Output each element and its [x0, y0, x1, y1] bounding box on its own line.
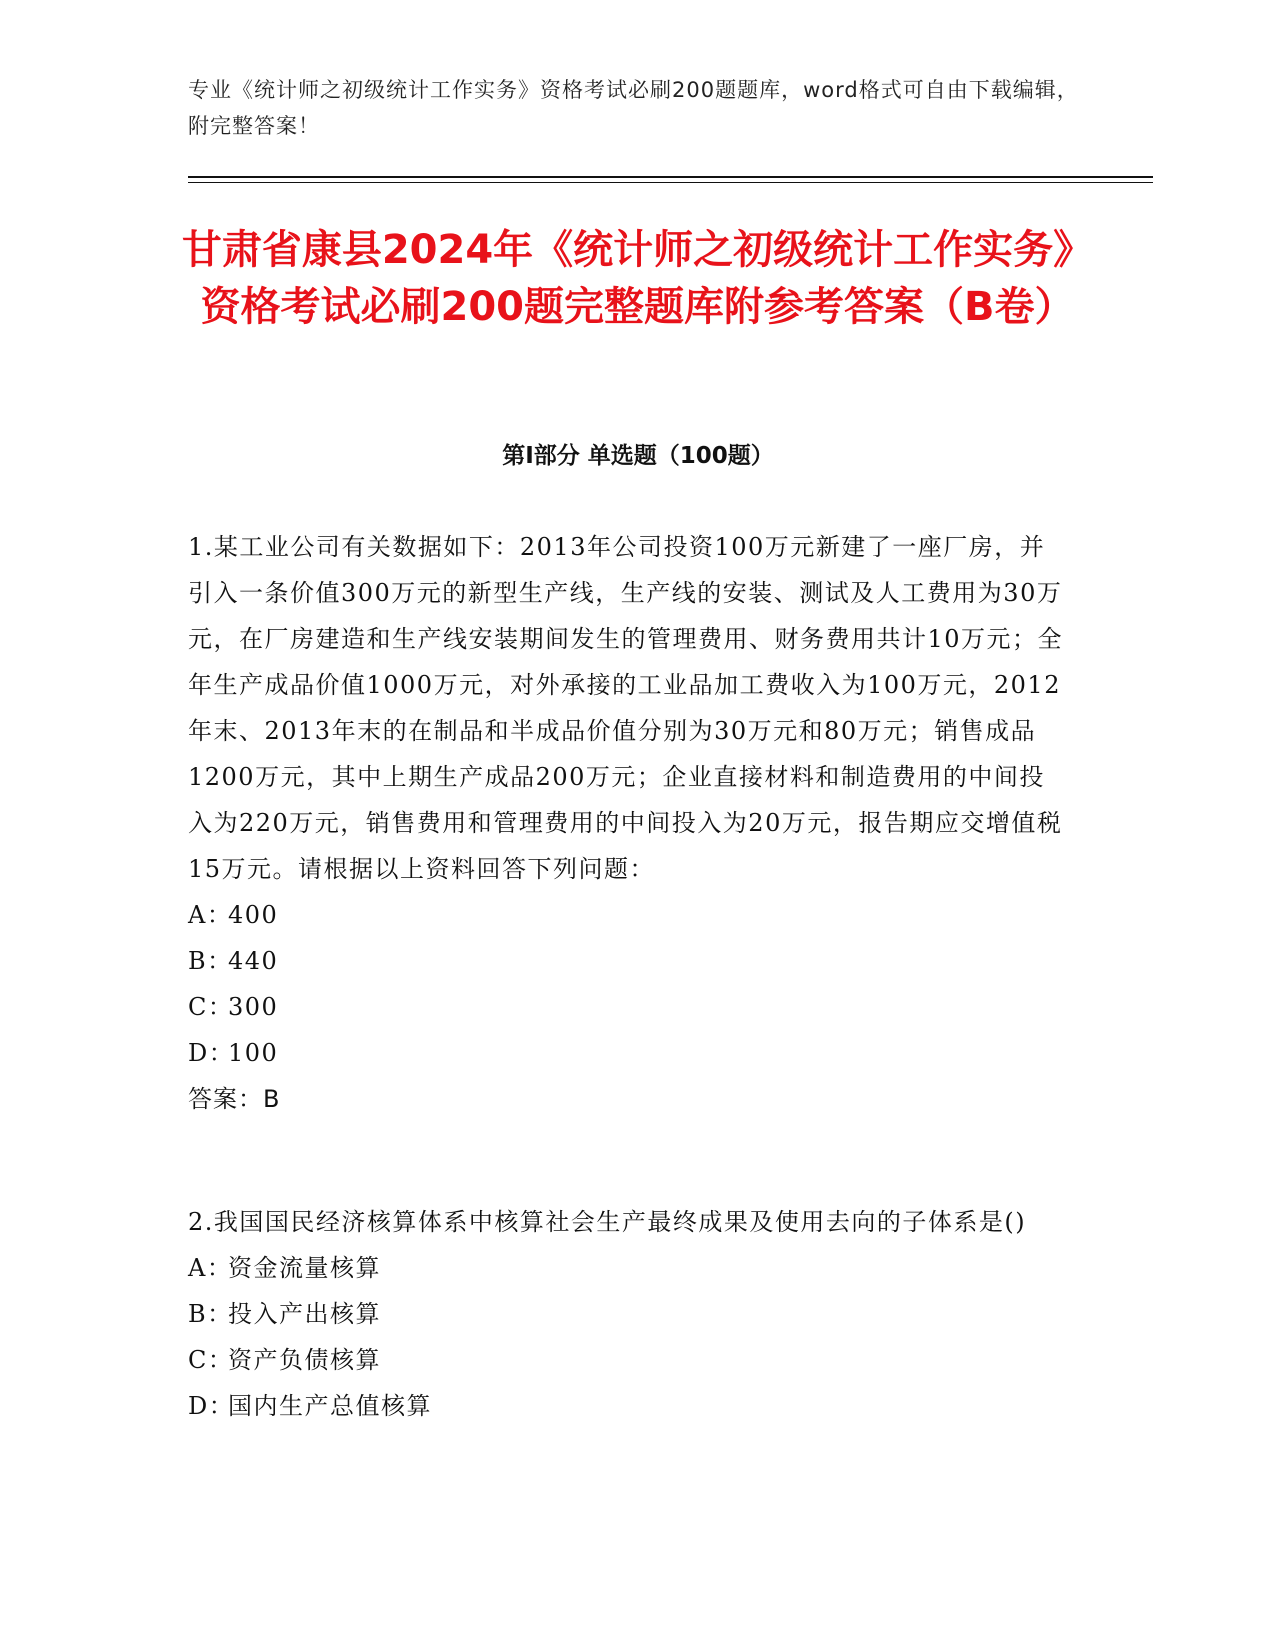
section-heading: 第Ⅰ部分 单选题（100题） [502, 443, 774, 469]
option-d [188, 1383, 1068, 1429]
option-text: 资产负债核算 [228, 1346, 381, 1374]
option-a [188, 892, 1068, 938]
option-text: 440 [228, 947, 279, 975]
option-text: 300 [228, 993, 279, 1021]
question-2 [188, 1199, 1068, 1429]
document-title: 甘肃省康县2024年《统计师之初级统计工作实务》资格考试必刷200题完整题库附参考答案（B卷） [181, 227, 1094, 330]
header-note: 专业《统计师之初级统计工作实务》资格考试必刷200题题库，word格式可自由下载编辑，附完整答案！ [188, 78, 1079, 138]
option-c [188, 1337, 1068, 1383]
option-key: B： [188, 947, 233, 975]
question-stem: 1.某工业公司有关数据如下：2013年公司投资100万元新建了一座厂房，并引入一条价值300万元的新型生产线，生产线的安装、测试及人工费用为30万元，在厂房建造和生产线安装期间发生的管理费用、财务费用共计10万元；全年生产成品价值1000万元，对外承接的工业品加工费收入为100万元，2012年末、2013年末的在制品和半成品价值分别为30万元和80万元；销售成品1200万元，其中上期生产成品200万元；企业直接材料和制造费用的中间投入为220万元，销售费用和管理费用的中间投入为20万元，报告期应交增值税15万元。请根据以上资料回答下列问题： [188, 533, 1064, 883]
option-c [188, 984, 1068, 1030]
option-key: D： [188, 1039, 235, 1067]
option-text: 投入产出核算 [228, 1300, 381, 1328]
option-b [188, 938, 1068, 984]
option-text: 资金流量核算 [228, 1254, 381, 1282]
option-key: B： [188, 1300, 233, 1328]
header-divider-thin [188, 182, 1153, 183]
option-text: 400 [228, 901, 279, 929]
header-divider-thick [188, 176, 1153, 178]
answer-line: 答案：B [188, 1085, 281, 1113]
option-text: 100 [228, 1039, 279, 1067]
option-text: 国内生产总值核算 [228, 1392, 432, 1420]
option-key: A： [188, 1254, 233, 1282]
question-stem: 2.我国国民经济核算体系中核算社会生产最终成果及使用去向的子体系是() [188, 1208, 1027, 1236]
option-key: C： [188, 1346, 234, 1374]
option-key: D： [188, 1392, 235, 1420]
option-key: C： [188, 993, 234, 1021]
question-1 [188, 524, 1068, 1122]
option-key: A： [188, 901, 233, 929]
option-b [188, 1291, 1068, 1337]
option-a [188, 1245, 1068, 1291]
option-d [188, 1030, 1068, 1076]
